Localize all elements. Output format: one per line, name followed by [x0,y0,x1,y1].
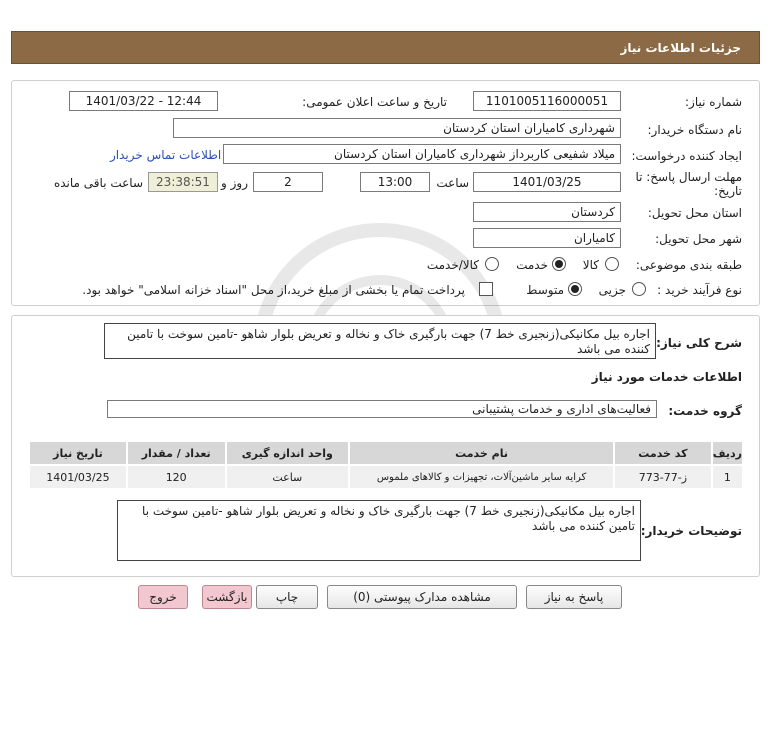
need-number-field: 1101005116000051 [473,91,621,111]
need-number-label: شماره نیاز: [685,95,742,109]
announce-datetime-field: 1401/03/22 - 12:44 [69,91,218,111]
category-goods-service-label: کالا/خدمت [426,258,479,272]
buyer-org-label: نام دستگاه خریدار: [647,123,742,137]
view-attachments-button[interactable]: مشاهده مدارک پیوستی (0) [327,585,517,609]
remaining-time-label: ساعت باقی مانده [53,176,143,190]
process-medium-radio[interactable] [568,282,582,296]
col-name-header: نام خدمت [349,441,614,465]
buyer-contact-link[interactable]: اطلاعات تماس خریدار [110,148,222,162]
city-label: شهر محل تحویل: [655,232,742,246]
page-title: جزئیات اطلاعات نیاز [620,41,741,55]
remaining-time-field: 23:38:51 [148,172,218,192]
print-button[interactable]: چاپ [256,585,318,609]
col-row-header: ردیف [712,441,743,465]
services-heading: اطلاعات خدمات مورد نیاز [591,370,742,384]
table-header-row [29,441,743,465]
back-button[interactable]: بازگشت [202,585,252,609]
cell-quantity: 120 [127,465,226,489]
category-goods-service-radio[interactable] [485,257,499,271]
cell-date: 1401/03/25 [29,465,127,489]
deadline-date-field: 1401/03/25 [473,172,621,192]
buyer-notes-box: اجاره بیل مکانیکی(زنجیری خط 7) جهت بارگیری خاک و نخاله و تعریض بلوار شاهو -تامین سوخت با تامین کننده می باشد [117,500,641,561]
cell-unit: ساعت [226,465,350,489]
exit-button[interactable]: خروج [138,585,188,609]
announce-datetime-label: تاریخ و ساعت اعلان عمومی: [302,95,447,109]
deadline-label: مهلت ارسال پاسخ: تا [635,170,742,184]
treasury-checkbox[interactable] [479,282,493,296]
cell-code: ز-77-773 [614,465,712,489]
services-table [28,440,744,490]
deadline-hour-label: ساعت [436,176,469,190]
need-info-panel [11,80,760,306]
service-group-field: فعالیت‌های اداری و خدمات پشتیبانی [107,400,657,418]
buyer-notes-label: توضیحات خریدار: [640,524,742,538]
reply-button[interactable]: پاسخ به نیاز [526,585,622,609]
treasury-note: پرداخت تمام یا بخشی از مبلغ خرید،از محل "اسناد خزانه اسلامی" خواهد بود. [82,283,465,297]
buyer-org-field: شهرداری کامیاران استان کردستان [173,118,621,138]
cell-row: 1 [712,465,743,489]
page-header [11,31,760,64]
creator-label: ایجاد کننده درخواست: [631,149,742,163]
general-description-label: شرح کلی نیاز: [656,336,742,350]
category-service-radio[interactable] [552,257,566,271]
days-label: روز و [221,176,248,190]
category-goods-radio[interactable] [605,257,619,271]
col-quantity-header: تعداد / مقدار [127,441,226,465]
service-group-label: گروه خدمت: [668,404,742,418]
general-description-box: اجاره بیل مکانیکی(زنجیری خط 7) جهت بارگیری خاک و نخاله و تعریض بلوار شاهو -تامین سوخت با تامین کننده می باشد [104,323,656,359]
city-field: کامیاران [473,228,621,248]
process-type-label: نوع فرآیند خرید : [657,283,742,297]
category-service-label: خدمت [516,258,548,272]
col-code-header: کد خدمت [614,441,712,465]
col-date-header: تاریخ نیاز [29,441,127,465]
days-remaining-field: 2 [253,172,323,192]
creator-field: میلاد شفیعی کاربرداز شهرداری کامیاران استان کردستان [223,144,621,164]
process-minor-label: جزیی [598,283,626,297]
province-field: کردستان [473,202,621,222]
category-goods-label: کالا [582,258,599,272]
category-label: طبقه بندی موضوعی: [635,258,742,272]
col-unit-header: واحد اندازه گیری [226,441,350,465]
province-label: استان محل تحویل: [647,206,742,220]
cell-name: کرایه سایر ماشین‌آلات، تجهیزات و کالاهای ملموس [349,465,614,489]
process-medium-label: متوسط [526,283,564,297]
deadline-label-date: تاریخ: [714,184,742,198]
table-row [29,465,743,489]
process-minor-radio[interactable] [632,282,646,296]
deadline-hour-field: 13:00 [360,172,430,192]
